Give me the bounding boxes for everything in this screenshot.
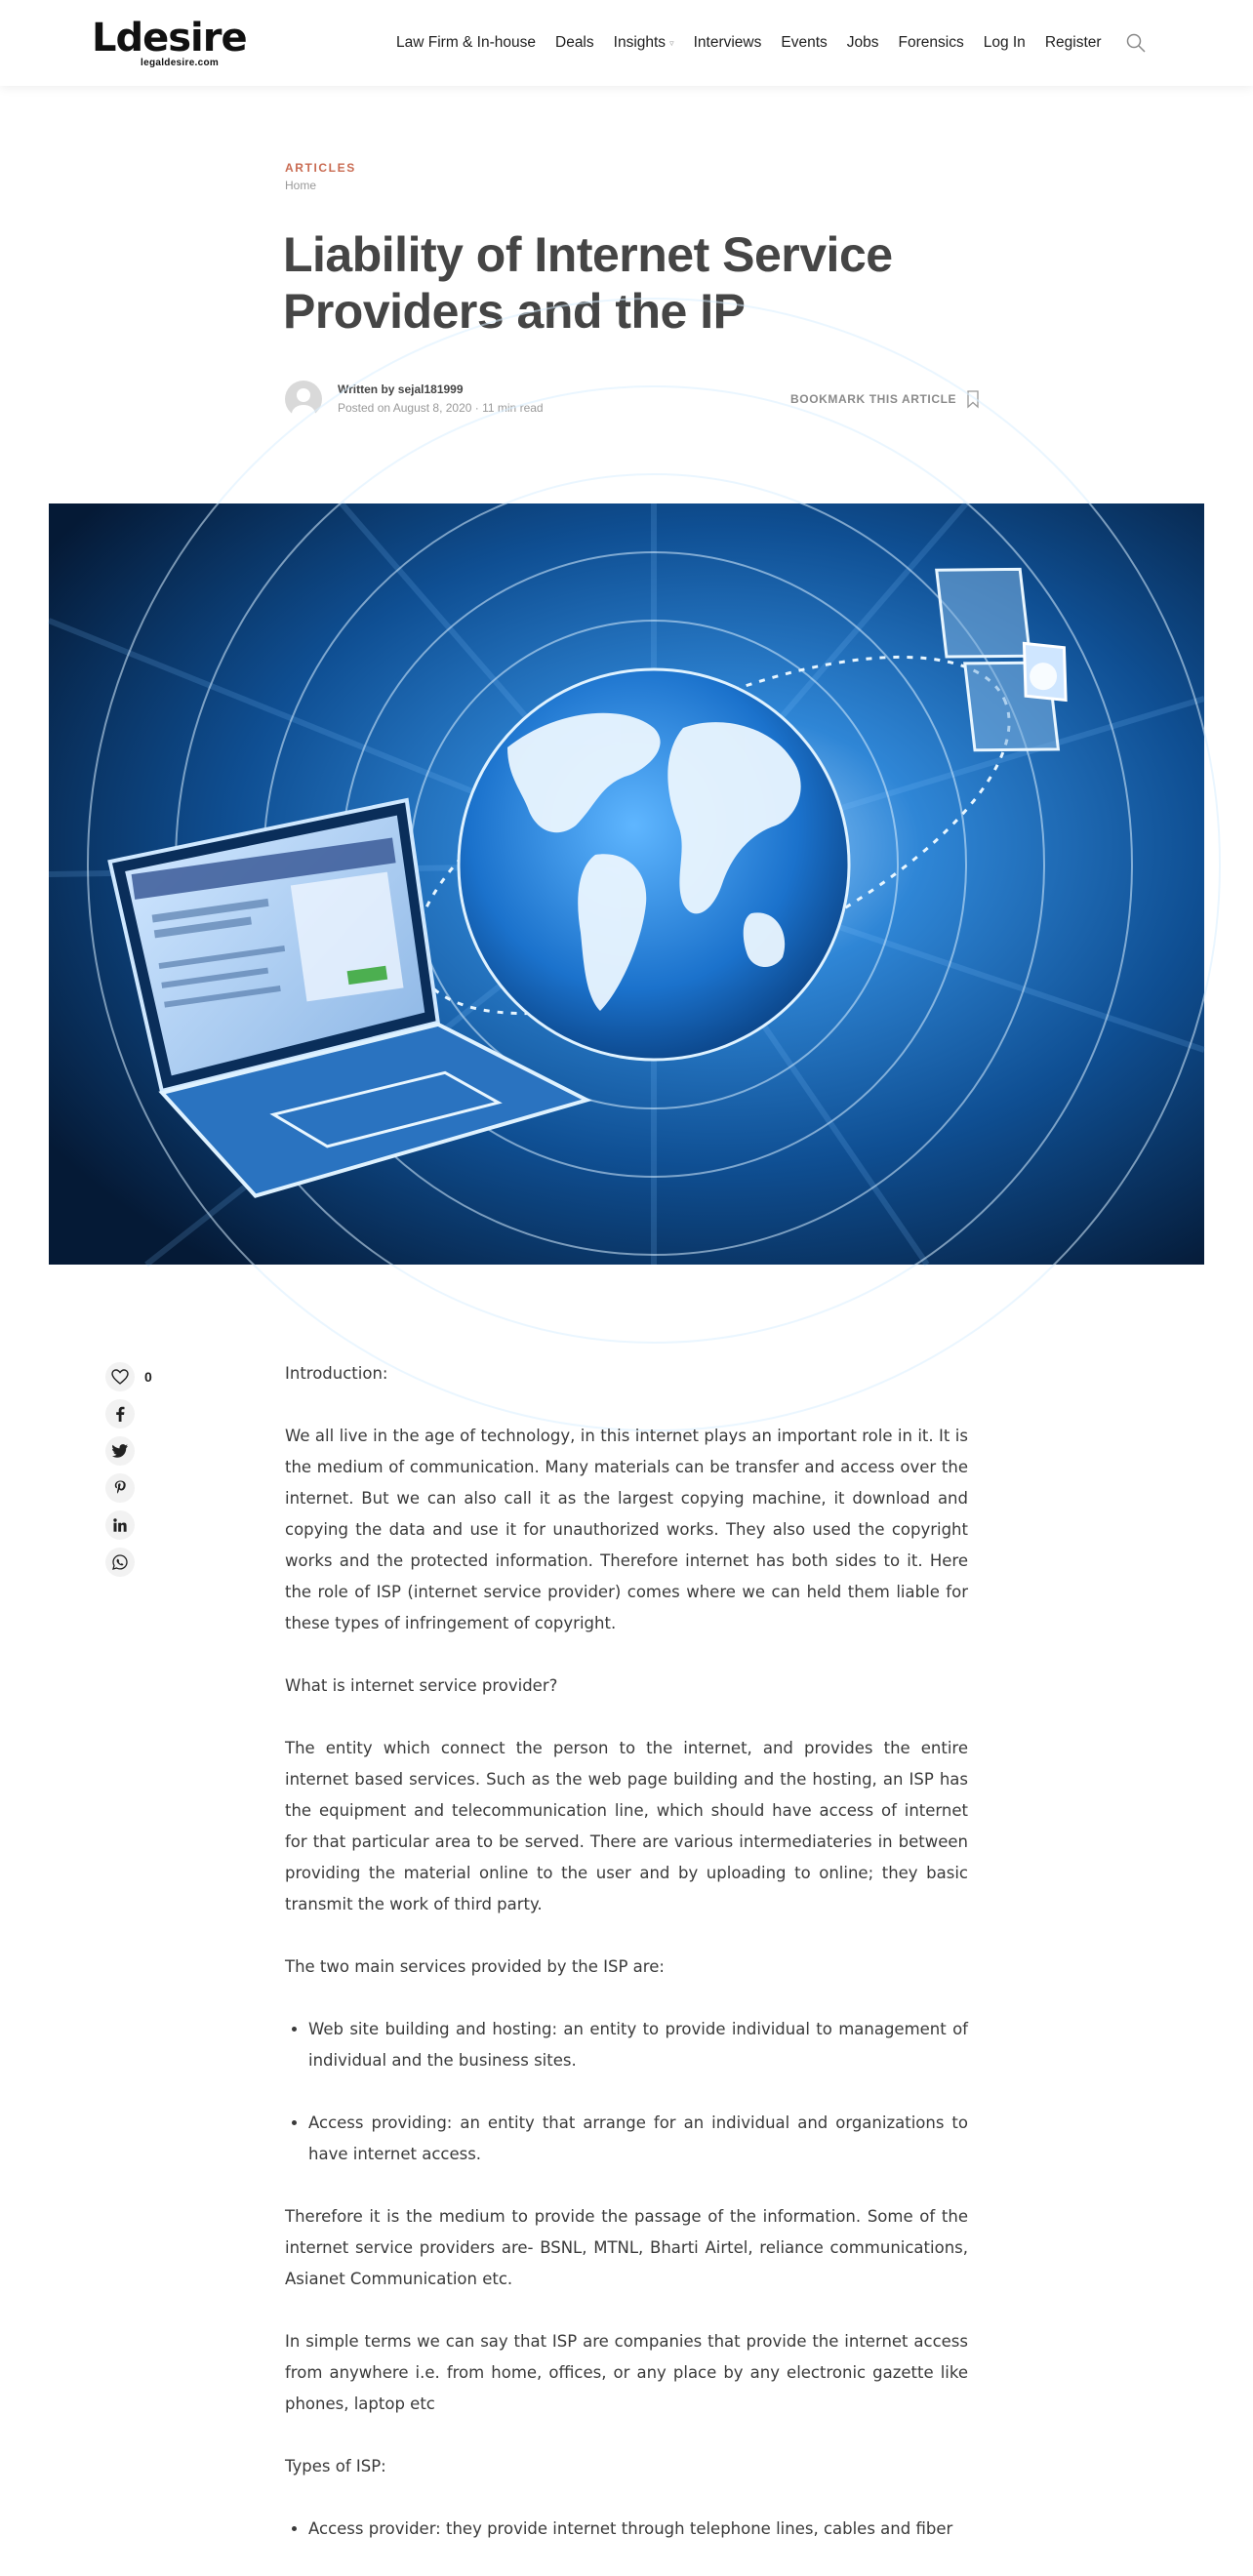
heart-icon[interactable]	[105, 1362, 135, 1391]
bullet-list	[308, 2514, 968, 2545]
category-link[interactable]: ARTICLES	[285, 161, 356, 175]
bookmark-label: BOOKMARK THIS ARTICLE	[790, 392, 957, 406]
hero-image	[49, 503, 1204, 1265]
paragraph: Types of ISP:	[285, 2457, 386, 2475]
nav-register[interactable]	[1045, 34, 1102, 52]
linkedin-icon[interactable]	[105, 1510, 135, 1540]
list-item: • Access provider: they provide internet through telephone lines, cables and fiber	[308, 2514, 968, 2545]
whatsapp-icon[interactable]	[105, 1548, 135, 1577]
nav-deals[interactable]	[555, 34, 594, 52]
list-item: • Web site building and hosting: an entity to provide individual to management of individual and the business sites.	[308, 2014, 968, 2076]
page-title: Liability of Internet Service Providers and the IP	[283, 227, 893, 339]
paragraph: The entity which connect the person to the internet, and provides the entire internet based services. Such as the web page building and the hosting, an ISP has the equipment and telecommunication line, which should have access of internet for that particular area to be served. There are various intermediateries in between providing the material online to the user and by uploading to online; they basic transmit the work of third party.	[285, 1739, 968, 1913]
search-icon[interactable]	[1125, 32, 1147, 54]
main-nav	[396, 0, 1147, 86]
nav-label: Interviews	[693, 34, 762, 51]
like-row	[105, 1358, 164, 1395]
like-count: 0	[144, 1369, 152, 1385]
paragraph: In simple terms we can say that ISP are companies that provide the internet access from anywhere i.e. from home, offices, or any place by any electronic gazette like phones, laptop etc	[285, 2332, 968, 2413]
facebook-icon[interactable]	[105, 1399, 135, 1429]
nav-login[interactable]	[984, 34, 1026, 52]
nav-label: Log In	[983, 34, 1026, 51]
author-line[interactable]: Written by sejal181999	[338, 382, 464, 396]
nav-label: Jobs	[846, 34, 879, 51]
logo-mark: Ldesire	[92, 16, 247, 60]
breadcrumb-home[interactable]: Home	[285, 179, 317, 192]
nav-label: Register	[1044, 34, 1102, 51]
site-logo[interactable]	[92, 16, 247, 68]
nav-interviews[interactable]	[694, 34, 762, 52]
pinterest-icon[interactable]	[105, 1473, 135, 1503]
share-rail	[105, 1358, 164, 1581]
bookmark-button[interactable]	[790, 390, 980, 408]
nav-events[interactable]	[781, 34, 827, 52]
bullet-list	[308, 2014, 968, 2170]
nav-insights[interactable]	[614, 34, 674, 52]
nav-label: Events	[781, 34, 828, 51]
paragraph: We all live in the age of technology, in this internet plays an important role in it. It is the medium of communication. Many materials can be transfer and access over the internet. But we can also call it as the largest copying machine, it download and copying the data and use it for unauthorized works. They also used the copyright works and the protected information. Therefore internet has both sides to it. Here the role of ISP (internet service provider) comes where we can held them liable for these types of infringement of copyright.	[285, 1427, 968, 1632]
avatar[interactable]	[285, 381, 322, 418]
share-row	[105, 1507, 164, 1544]
article-body	[285, 1358, 968, 2576]
logo-subtitle: legaldesire.com	[141, 58, 220, 68]
paragraph: What is internet service provider?	[285, 1676, 558, 1695]
chevron-down-icon: ▿	[669, 37, 674, 48]
nav-label: Insights	[613, 34, 667, 51]
nav-label: Deals	[555, 34, 594, 51]
paragraph: Introduction:	[285, 1364, 388, 1383]
twitter-icon[interactable]	[105, 1436, 135, 1466]
nav-label: Forensics	[898, 34, 964, 51]
list-item: • Access providing: an entity that arrange for an individual and organizations to have internet access.	[308, 2108, 968, 2170]
share-row	[105, 1469, 164, 1507]
paragraph: Therefore it is the medium to provide the passage of the information. Some of the internet service providers are- BSNL, MTNL, Bharti Airtel, reliance communications, Asianet Communication etc.	[285, 2207, 968, 2288]
nav-label: Law Firm & In-house	[396, 34, 536, 51]
post-meta: Posted on August 8, 2020 · 11 min read	[338, 401, 544, 415]
paragraph: The two main services provided by the ISP are:	[285, 1957, 665, 1976]
share-row	[105, 1432, 164, 1469]
share-row	[105, 1395, 164, 1432]
nav-law-firm[interactable]	[396, 34, 536, 52]
share-row	[105, 1544, 164, 1581]
nav-jobs[interactable]	[847, 34, 879, 52]
site-header	[0, 0, 1253, 86]
nav-forensics[interactable]	[899, 34, 964, 52]
